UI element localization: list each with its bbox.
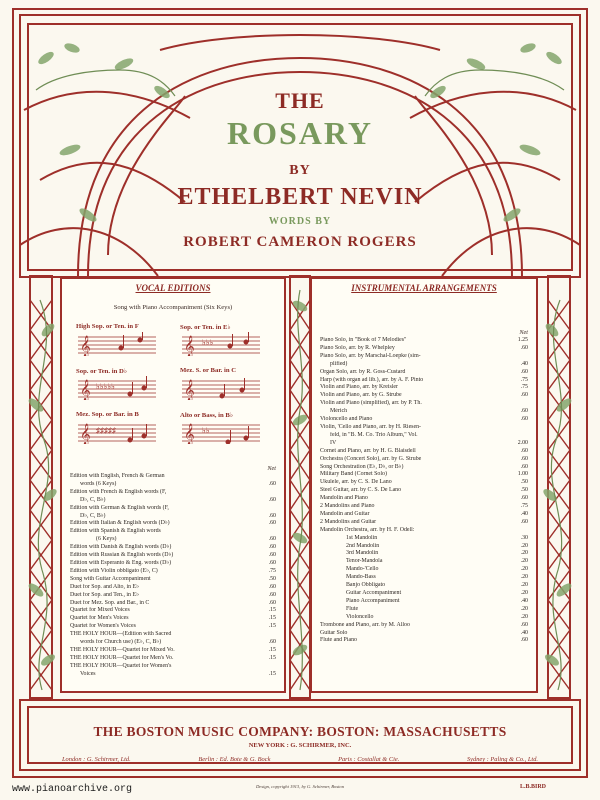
list-item [70,600,276,608]
item-price: .60 [520,408,528,415]
lyricist-name: ROBERT CAMERON ROGERS [183,234,417,250]
item-price [510,353,528,361]
item-title: feld, in "B. M. Co. Trio Album," Vol. [330,431,418,438]
item-price: 1.00 [517,471,528,478]
item-title: 2 Mandolins and Piano [320,503,375,510]
item-price: .15 [268,670,276,677]
list-item [320,519,528,527]
item-price: .30 [520,534,528,541]
item-title: Song with Guitar Accompaniment [70,575,151,582]
publisher-name: THE BOSTON MUSIC COMPANY: BOSTON: MASSACHUSETTS [93,724,507,739]
list-item [320,574,528,582]
item-price: .40 [520,360,528,367]
item-price: .75 [520,503,528,510]
list-item [320,479,528,487]
key-label: Mez. S. or Bar. in C [180,367,237,374]
item-price: .20 [520,582,528,589]
item-price: .60 [268,544,276,551]
item-price: .60 [268,512,276,519]
key-label: Sop. or Ten. in D♭ [76,368,127,375]
item-price: .15 [268,646,276,653]
item-title: 2nd Mandolin [346,542,380,549]
key-label: High Sop. or Ten. in F [76,323,139,330]
instrumental-heading: INSTRUMENTAL ARRANGEMENTS [351,283,497,293]
item-price: .75 [268,567,276,574]
vocal-editions-panel [60,277,286,693]
item-title: Mandolin Orchestra, arr. by H. F. Odell: [320,526,415,533]
list-item [320,630,528,638]
key-samples-grid [76,323,266,453]
item-title: Violin and Piano (simplified), arr. by P. Th. [320,400,422,407]
item-price: .15 [268,623,276,630]
item-title: Guitar Accompaniment [346,590,402,596]
list-item [320,606,528,614]
item-title: Piano Solo, arr. by Marschal-Loepke (sim- [320,352,421,359]
list-item [70,513,276,521]
svg-text:𝄞: 𝄞 [80,380,91,400]
item-price: .60 [520,416,528,423]
staff-icon [180,332,262,356]
item-price: .40 [520,629,528,636]
item-price: .60 [520,463,528,470]
item-title: THE HOLY HOUR—Quartet for Women's [70,662,172,669]
item-price: .15 [268,607,276,614]
list-item [320,527,528,535]
item-price: 2.00 [517,439,528,446]
list-item [320,622,528,630]
list-item [320,416,528,424]
list-item [70,663,276,671]
item-title: D♭, C, B♭) [80,496,106,503]
item-title: Edition with English, French & German [70,473,165,479]
item-price: .60 [268,591,276,598]
vocal-net-label: Net [267,465,276,472]
svg-text:♯♯♯♯♯: ♯♯♯♯♯ [96,426,116,435]
instrumental-net-label: Net [519,329,528,336]
list-item [70,615,276,623]
list-item [320,384,528,392]
key-label: Sop. or Ten. in E♭ [180,324,231,331]
item-title: words (6 Keys) [80,480,117,487]
item-title: Flute [346,605,359,612]
list-item [70,560,276,568]
vocal-subtitle: Song with Piano Accompaniment (Six Keys) [113,304,233,311]
item-title: Violoncello [346,613,374,620]
item-price: .60 [268,552,276,559]
composer-prefix: BY [289,163,311,178]
list-item [320,392,528,400]
list-item [320,464,528,472]
item-title: Voices [80,670,96,677]
item-title: Quartet for Mixed Voices [70,607,130,614]
instrumental-panel [310,277,538,693]
list-item [320,487,528,495]
list-item [70,655,276,663]
composer-name: ETHELBERT NEVIN [177,184,423,210]
key-sample [180,323,266,361]
list-item [70,552,276,560]
item-title: Edition with French & English words (F, [70,488,167,495]
item-price: .60 [520,447,528,454]
agent-sydney: Sydney : Paling & Co., Ltd. [466,756,538,763]
svg-text:♭♭♭: ♭♭♭ [202,338,214,347]
item-title: IV [330,439,337,446]
item-title: 3rd Mandolin [346,550,379,557]
key-sample [180,367,266,405]
list-item [320,511,528,519]
item-price [258,663,276,671]
list-item [70,576,276,584]
item-price: .75 [520,384,528,391]
item-price: .60 [520,495,528,502]
item-price: .60 [268,559,276,566]
svg-text:𝄞: 𝄞 [80,336,91,356]
item-price: .60 [520,637,528,644]
list-item [70,536,276,544]
list-item [70,631,276,639]
item-price: .60 [520,455,528,462]
list-item [320,598,528,606]
item-title: Banjo Obbligato [346,582,386,589]
item-price: .60 [268,496,276,503]
staff-icon [76,420,158,444]
item-title: Guitar Solo [320,629,348,636]
key-sample [76,367,162,405]
staff-icon [180,420,262,444]
title-article: THE [275,88,325,113]
item-title: Song Orchestration (E♭, D♭, or B♭) [320,463,404,470]
item-title: Mandolin and Piano [320,495,368,502]
item-price: .60 [268,639,276,646]
list-item [320,432,528,440]
staff-icon [76,376,158,400]
publisher-newyork: NEW YORK : G. SCHIRMER, INC. [248,742,352,749]
item-price: .20 [520,574,528,581]
list-item [70,544,276,552]
key-label: Alto or Bass, in B♭ [180,412,234,419]
item-price: .60 [268,480,276,487]
artist-signature: L.B.BIRD [520,784,547,790]
item-title: Mandolin and Guitar [320,510,370,517]
item-title: Organ Solo, arr. by R. Goss-Custard [320,368,406,375]
item-price: .20 [520,613,528,620]
list-item [320,566,528,574]
item-price: .60 [520,392,528,399]
item-title: Violin and Piano, arr. by Kreisler [320,384,399,391]
svg-text:𝄞: 𝄞 [184,336,195,356]
item-price: .40 [520,510,528,517]
instrumental-list [320,337,528,645]
key-label: Mez. Sop. or Bar. in B [76,411,139,418]
list-item [320,424,528,432]
list-item [320,440,528,448]
item-title: D♭, C, B♭) [80,512,106,519]
list-item [320,337,528,345]
item-price: .50 [520,487,528,494]
item-price: .50 [520,479,528,486]
item-title: Edition with German & English words (F, [70,504,169,511]
item-price: .60 [520,344,528,351]
item-title: Edition with Esperanto & Eng. words (D♭) [70,559,172,566]
lyricist-prefix: WORDS BY [268,216,332,227]
staff-icon [76,332,158,356]
list-item [70,639,276,647]
list-item [320,361,528,369]
list-item [70,520,276,528]
item-title: Violin and Piano, arr. by G. Strube [320,392,402,399]
item-price [258,473,276,481]
item-title: THE HOLY HOUR—(Edition with Sacred [70,631,172,638]
svg-text:𝄞: 𝄞 [184,424,195,444]
item-title: Ukulele, arr. by C. S. De Lano [320,479,392,486]
item-title: Edition with Spanish & English words [70,528,161,535]
item-title: Steel Guitar, arr. by C. S. De Lano [320,487,402,494]
item-price [258,505,276,513]
item-price: .20 [520,605,528,612]
list-item [320,503,528,511]
list-item [320,456,528,464]
item-price: .60 [520,368,528,375]
item-title: Harp (with organ ad lib.), arr. by A. F. Pinto [320,376,424,383]
item-price [510,400,528,408]
item-price: .50 [268,575,276,582]
item-price [510,527,528,535]
svg-text:♭♭: ♭♭ [202,426,210,435]
list-item [320,369,528,377]
agent-paris: Paris : Costallat & Cie. [338,756,400,763]
item-title: Piano Accompaniment [346,597,400,604]
item-price: .60 [520,518,528,525]
item-price: .20 [520,542,528,549]
list-item [70,497,276,505]
item-title: Mando-Bass [346,574,376,581]
list-item [320,550,528,558]
item-price: .60 [520,621,528,628]
svg-text:𝄞: 𝄞 [184,380,195,400]
item-title: Violoncello and Piano [320,416,373,423]
source-watermark: www.pianoarchive.org [12,784,133,795]
item-price [510,432,528,440]
item-title: Duet for Mez. Sop. and Bar., in C [70,599,150,606]
item-title: Edition with Violin obbligato (E♭, C) [70,567,158,574]
key-sample [76,323,162,361]
list-item [70,489,276,497]
item-title: words for Church use) (E♭, C, B♭) [80,639,162,646]
list-item [320,345,528,353]
item-title: 1st Mandolin [346,534,378,541]
item-title: Trombone and Piano, arr. by M. Alloo [320,621,410,628]
item-price [258,528,276,536]
svg-text:♭♭♭♭♭: ♭♭♭♭♭ [96,382,115,391]
item-title: Duet for Sop. and Alto, in E♭ [70,583,139,590]
design-copyright: Design, copyright 1913, by G. Schirmer, Boston [255,784,345,789]
item-title: Orchestra (Concert Solo), arr. by G. Strube [320,455,422,462]
list-item [320,637,528,645]
item-price: .60 [268,599,276,606]
item-title: Cornet and Piano, arr. by H. G. Blaisdell [320,447,416,454]
vocal-editions-list [70,473,276,679]
list-item [70,647,276,655]
item-title: Quartet for Men's Voices [70,615,129,622]
item-price: .15 [268,615,276,622]
list-item [320,448,528,456]
key-sample [76,411,162,449]
item-title: THE HOLY HOUR—Quartet for Men's Vo. [70,654,174,661]
list-item [320,495,528,503]
item-title: Edition with Italian & English words (D♭) [70,520,170,527]
list-item [320,408,528,416]
list-item [320,377,528,385]
item-title: THE HOLY HOUR—Quartet for Mixed Vo. [70,646,175,653]
item-title: Mérich [330,408,348,415]
list-item [320,400,528,408]
item-title: Edition with Russian & English words (D♭) [70,552,174,559]
list-item [320,535,528,543]
item-price: 1.25 [517,337,528,343]
list-item [70,505,276,513]
item-title: Military Band (Cornet Solo) [320,471,387,478]
item-title: Piano Solo, in "Book of 7 Melodies" [320,337,407,343]
list-item [320,543,528,551]
item-price: .20 [520,550,528,557]
item-price [258,489,276,497]
item-price: .75 [520,376,528,383]
item-price: .60 [268,520,276,527]
item-title: Piano Solo, arr. by R. Whelpley [320,344,395,351]
item-title: Tenor-Mandola [346,558,383,565]
item-title: plified) [330,360,348,367]
list-item [320,353,528,361]
list-item [70,607,276,615]
list-item [320,582,528,590]
item-price: .60 [268,536,276,543]
agent-london: London : G. Schirmer, Ltd. [62,756,131,763]
list-item [320,590,528,598]
list-item [320,471,528,479]
publisher-agents [62,756,538,763]
item-price: .20 [520,566,528,573]
list-item [70,528,276,536]
staff-icon [180,376,262,400]
list-item [70,592,276,600]
item-price [258,631,276,639]
item-title: Edition with Danish & English words (D♭) [70,544,172,551]
item-title: Duet for Sop. and Ten., in E♭ [70,591,139,598]
vocal-editions-heading: VOCAL EDITIONS [135,283,211,293]
item-price [510,424,528,432]
title-area [177,88,423,274]
key-sample [180,411,266,449]
item-title: Quartet for Women's Voices [70,623,136,630]
item-title: 2 Mandolins and Guitar [320,518,377,525]
list-item [320,558,528,566]
list-item [320,614,528,622]
item-price: .60 [268,583,276,590]
item-title: Flute and Piano [320,637,357,644]
list-item [70,473,276,481]
item-price: .20 [520,558,528,565]
agent-berlin: Berlin : Ed. Bote & G. Bock [198,756,271,763]
item-title: (6 Keys) [96,536,117,543]
song-title: ROSARY [227,115,373,151]
item-price: .15 [268,654,276,661]
svg-text:𝄞: 𝄞 [80,424,91,444]
item-title: Violin, 'Cello and Piano, arr. by H. Riesen- [320,423,421,430]
list-item [70,584,276,592]
item-title: Mando-'Cello [346,566,379,573]
list-item [70,568,276,576]
list-item [70,671,276,679]
item-price: .20 [520,590,528,596]
list-item [70,481,276,489]
item-price: .40 [520,597,528,604]
list-item [70,623,276,631]
